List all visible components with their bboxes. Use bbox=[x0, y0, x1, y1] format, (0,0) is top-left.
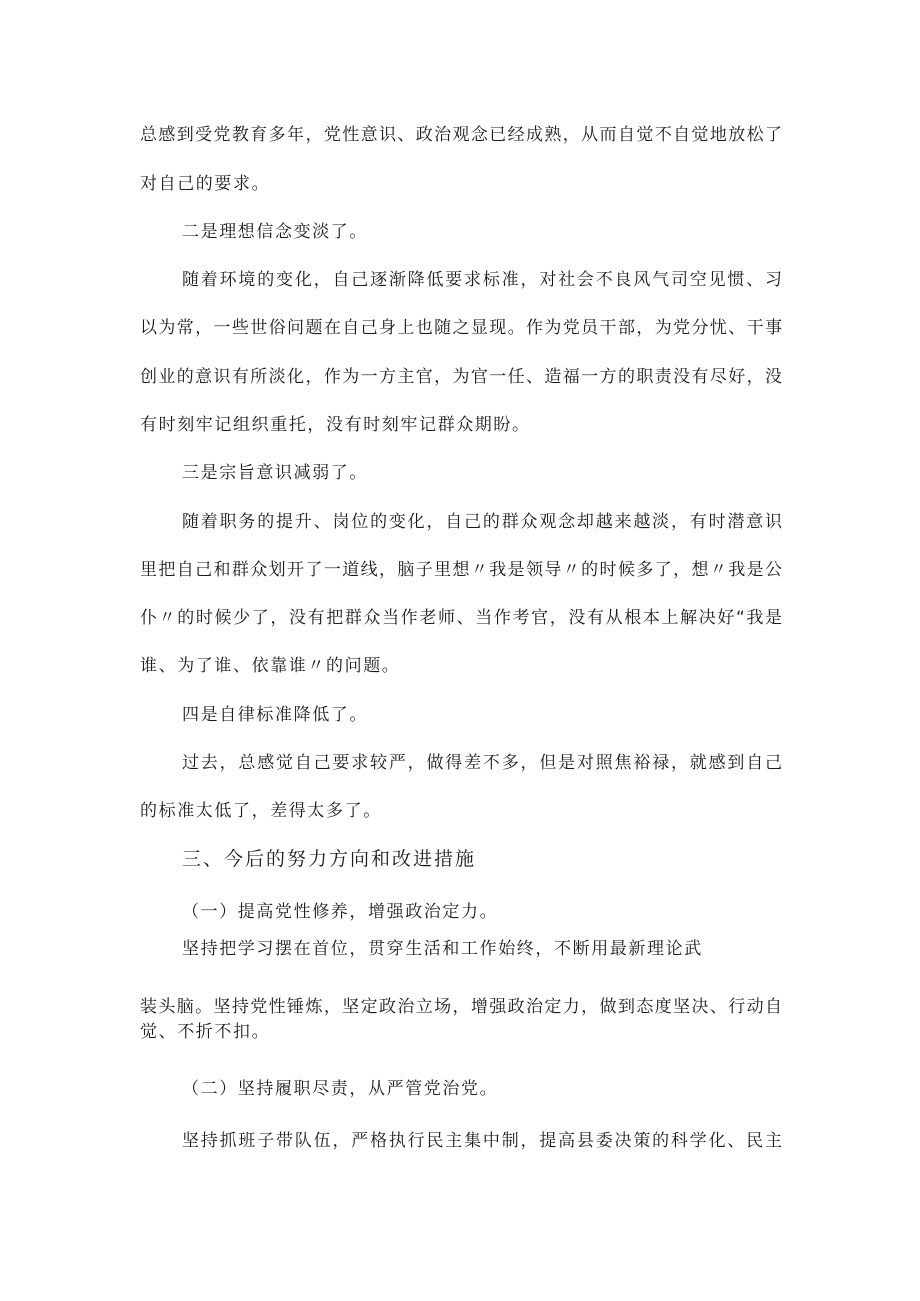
paragraph-line: 随着环境的变化，自己逐渐降低要求标准，对社会不良风气司空见惯、习 bbox=[182, 270, 782, 290]
paragraph-line: 谁、为了谁、依靠谁〃的问题。 bbox=[140, 656, 401, 676]
subsection-heading: （二）坚持履职尽责，从严管党治党。 bbox=[182, 1079, 499, 1099]
paragraph-line: 里把自己和群众划开了一道线，脑子里想〃我是领导〃的时候多了，想〃我是公 bbox=[140, 560, 782, 580]
paragraph-line: 觉、不折不扣。 bbox=[140, 1022, 271, 1042]
paragraph-line: 的标准太低了，差得太多了。 bbox=[140, 801, 382, 821]
paragraph-line: 坚持抓班子带队伍，严格执行民主集中制，提高县委决策的科学化、民主 bbox=[182, 1131, 782, 1151]
point-heading: 四是自律标准降低了。 bbox=[182, 705, 368, 725]
subsection-heading: （一）提高党性修养，增强政治定力。 bbox=[182, 902, 499, 922]
point-heading: 二是理想信念变淡了。 bbox=[182, 222, 368, 242]
paragraph-line: 仆〃的时候少了，没有把群众当作老师、当作考官，没有从根本上解决好“我是 bbox=[140, 608, 782, 628]
paragraph-line: 总感到受党教育多年，党性意识、政治观念已经成熟，从而自觉不自觉地放松了 bbox=[140, 125, 782, 145]
paragraph-line: 对自己的要求。 bbox=[140, 174, 271, 194]
paragraph-line: 创业的意识有所淡化，作为一方主官，为官一任、造福一方的职责没有尽好，没 bbox=[140, 367, 782, 387]
paragraph-line: 有时刻牢记组织重托，没有时刻牢记群众期盼。 bbox=[140, 415, 531, 435]
section-heading: 三、今后的努力方向和改进措施 bbox=[182, 848, 477, 870]
paragraph-line: 过去，总感觉自己要求较严，做得差不多，但是对照焦裕禄，就感到自己 bbox=[182, 753, 782, 773]
paragraph-line: 装头脑。坚持党性锤炼，坚定政治立场，增强政治定力，做到态度坚决、行动自 bbox=[140, 997, 782, 1017]
paragraph-line: 坚持把学习摆在首位，贯穿生活和工作始终，不断用最新理论武 bbox=[182, 939, 703, 959]
point-heading: 三是宗旨意识减弱了。 bbox=[182, 463, 368, 483]
paragraph-line: 随着职务的提升、岗位的变化，自己的群众观念却越来越淡，有时潜意识 bbox=[182, 512, 782, 532]
paragraph-line: 以为常，一些世俗问题在自己身上也随之显现。作为党员干部，为党分忧、干事 bbox=[140, 318, 782, 338]
